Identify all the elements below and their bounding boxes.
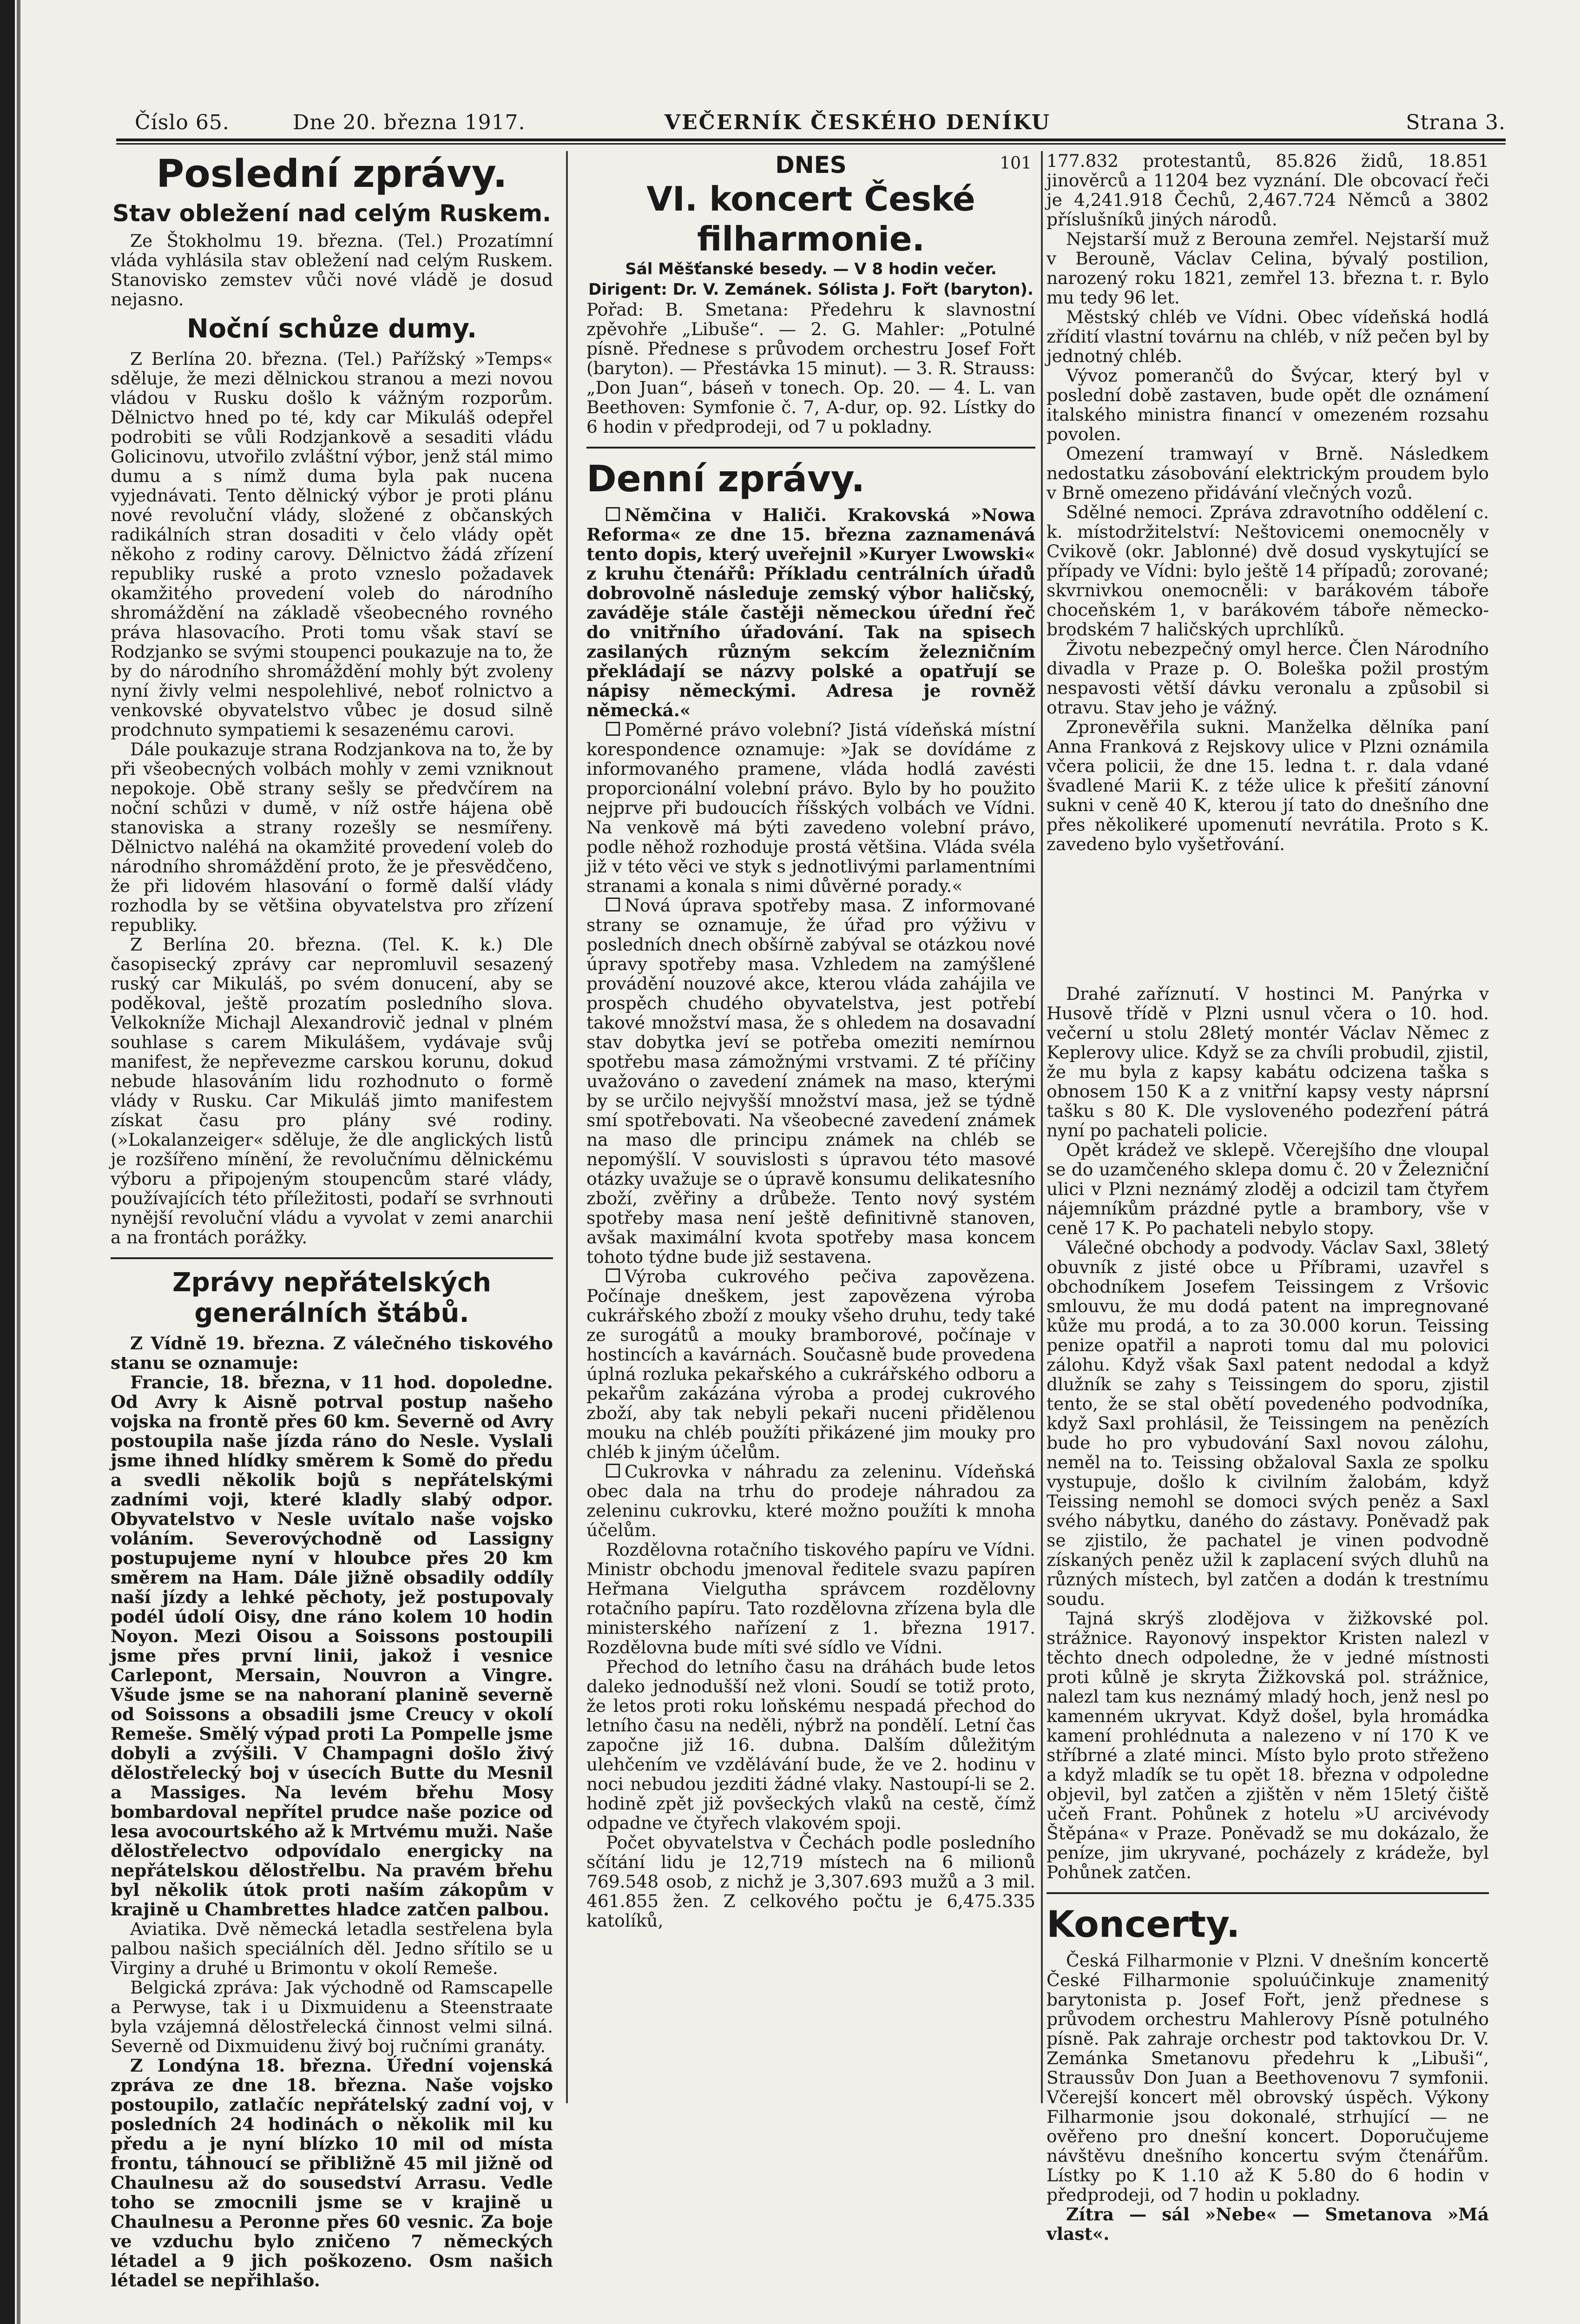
ad-venue: Sál Měšťanské besedy. — V 8 hodin večer. [625, 260, 997, 278]
article-paragraph: Opět krádež ve sklepě. Včerejšího dne vloupal se do uzamčeného sklepa domu č. 20 v Železniční ulici v Plzni neznámý zloděj a odcizil tam čtyřem nájemníkům prázdné pytle a brambory, vše v ceně 17 K. Po pachateli nebylo stopy. [1047, 1140, 1489, 1238]
bullet-box-icon [606, 1464, 620, 1478]
page-number: Strana 3. [1406, 111, 1506, 134]
article-paragraph: Tajná skrýš zlodějova v žižkovské pol. strážnice. Rayonový inspektor Kristen nalezl v těchto dnech odpoledne, že v jedné místnosti proti kůlně je skryta Žižkovská pol. strážnice, nalezl tam kus neznámý mladý hoch, jenž nesl po kamenném ukryvat. Když došel, byla hromádka kamení prohlédnuta a nalezeno v ní 170 K ve stříbrné a zlaté minci. Místo bylo proto střeženo a když mladík se tu opět 18. března v odpoledne objevil, byl zatčen a zjištěn v něm 15letý čiště učeň Frant. Pohůnek z hotelu »U arcivévody Štěpána« v Praze. Poněvadž se mu dokázalo, že peníze, jim ukryvané, pocházely z krádeže, byl Pohůnek zatčen. [1047, 1608, 1489, 1882]
article-paragraph: Přechod do letního času na dráhách bude letos daleko jednodušší než vloni. Soudí se totiž proto, že letos proti roku loňskému nespadá přechod do letního času na neděli, nýbrž na pondělí. Letní čas započne již 16. dubna. Dalším důležitým ulehčením ve vzdělávání bude, že ve 2. hodinu v noci nebudou jezditi žádné vlaky. Nastoupí-li se 2. hodině zpět již povšeckých vlaků na cestě, čímž odpadne ve čtyřech vlakovém spoji. [586, 1657, 1035, 1833]
issue-number: Číslo 65. [135, 111, 230, 134]
article-paragraph: Z Berlína 20. března. (Tel.) Pařížský »Temps« sděluje, že mezi dělnickou stranou a mezi novou vládou v Rusku došlo k vážným rozporům. Dělnictvo hned po té, kdy car Mikuláš odepřel podrobiti se vůli Rodzjankově a sesaditi vládu Golicinovu, utvořilo zvláštní výbor, jenž stál mimo dumu a s nímž duma byla pak nucena vyjednávati. Tento dělnický výbor je proti plánu nové revoluční vlády, složené z občanských radikálních stran dosaditi v čelo vlády opět někoho z rodiny carovy. Dělnictvo žádá zřízení republiky ruské a proto vzneslo požadavek okamžitého provedení voleb do národního shromáždění na základě všeobecného rovného práva hlasovacího. Proti tomu však staví se Rodzjanko se svými stoupenci poukazuje na to, že by do národního shromáždění mohly být zvoleny nyní živly velmi nespolehlivé, neboť rolnictvo a venkovské obyvatelstvo vůbec je dosud silně prodchnuto sympatiemi k sesazenému carovi. [111, 349, 553, 740]
article-paragraph: Zítra — sál »Nebe« — Smetanova »Má vlast«. [1047, 2204, 1489, 2244]
column-rule-2 [1041, 151, 1043, 2103]
article-paragraph: Počet obyvatelstva v Čechách podle posledního sčítání lidu je 12,719 místech na 6 milionů 769.548 osob, z nichž je 3,307.693 mužů a 3 mil. 461.855 žen. Z celkového počtu je 6,475.335 katolíků, [586, 1832, 1035, 1931]
article-paragraph: Z Londýna 18. března. Úřední vojenská zpráva ze dne 18. března. Naše vojsko postoupilo, zatlačíc nepřátelský zadní voj, v posledních 24 hodinách o několik mil ku předu a je nyní blízko 10 mil od místa frontu, táhnoucí se přibližně 45 mil jižně od Chaulnesu až do sousedství Arrasu. Vedle toho se zmocnili jsme se v krajině u Chaulnesu a Peronne přes 60 vesnic. Za boje ve vzduchu bylo zničeno 7 německých létadel a 9 jich poškozeno. Osm našich létadel se nepřihlašo. [111, 2055, 553, 2291]
article-paragraph: Z Berlína 20. března. (Tel. K. k.) Dle časopisecký zprávy car nepromluvil sesazený ruský car Mikuláš, po svém donucení, aby se poděkoval, ještě prozatím posledního slova. Velkokníže Michajl Alexandrovič jednal v plném souhlase s carem Mikulášem, vydávaje svůj manifest, že nepřevezme carskou korunu, dokud nebude hlasováním lidu rozhodnuto o formě vlády v Rusku. Car Mikuláš jimto manifestem získat času pro plány své rodiny. (»Lokalanzeiger« sděluje, že dle anglických listů je rozšířeno mínění, že revolučnímu dělnickému výboru a připojeným stoupencům staré vlády, používajících této příležitosti, podaří se svrhnouti nynější revoluční vládu a vyvolat v zemi anarchii a na frontách porážky. [111, 934, 553, 1248]
article-paragraph: Česká Filharmonie v Plzni. V dnešním koncertě České Filharmonie spoluúčinkuje znamenitý barytonista p. Josef Fořt, jenž přednese s průvodem orchestru Mahlerovy Písně potulného písně. Pak zahraje orchestr pod taktovkou Dr. V. Zemánka Smetanovu předehru k „Libuši“, Straussův Don Juan a Beethovenovu 7 symfonii. Včerejší koncert měl obrovský úspěch. Výkony Filharmonie jsou dokonalé, strhující — ne ověřeno pro dnešní koncert. Doporučujeme návštěvu dnešního koncertu svým čtenářům. Lístky po K 1.10 až K 5.80 do 6 hodin v předprodeji, od 7 hodin u pokladny. [1047, 1950, 1489, 2205]
article-paragraph: Městský chléb ve Vídni. Obec vídeňská hodlá zřídití vlastní továrnu na chléb, v níž pečen byl by jednotný chléb. [1047, 307, 1489, 366]
article-paragraph: Dále poukazuje strana Rodzjankova na to, že by při všeobecných volbách mohly v zemi vzniknout nepokoje. Obě strany sešly se předvčírem na noční schůzi v dumě, v níž ostře hájena obě stanoviska a strany rozešly se nesmířeny. Dělnictvo naléhá na okamžité provedení voleb do národního shromáždění proto, že je přesvědčeno, že při lidovém hlasování o formě další vlády rozhodla by se většina obyvatelstva pro zřízení republiky. [111, 739, 553, 935]
article-paragraph: Poměrné právo volební? Jistá vídeňská místní korespondence oznamuje: »Jak se dovídáme z informovaného pramene, vláda hodlá zavésti proporcionální volební právo. Bylo by ho použito nejprve při budoucích říšských volbách ve Vídni. Na venkově má býti zavedeno volební právo, podle něhož rozhoduje prostá většina. Vláda svéla již v této věci ve styk s jednotlivými parlamentními stranami a konala s nimi důvěrné porady.« [586, 720, 1035, 896]
article-paragraph: Zpronevěřila sukni. Manželka dělníka paní Anna Franková z Rejskovy ulice v Plzni oznámila včera policii, že dne 15. ledna t. r. dala vdané švadlené Marii K. z téže ulice k přešití zánovní sukni v ceně 40 K, kterou jí tato do dnešního dne přes několikeré upomenutí nevrátila. Proto s K. zavedeno bylo vyšetřování. [1047, 717, 1489, 854]
article-paragraph: Omezení tramwayí v Brně. Následkem nedostatku zásobování elektrickým proudem bylo v Brně omezeno přidávání vlečných vozů. [1047, 443, 1489, 503]
article-paragraph: Sdělné nemoci. Zpráva zdravotního oddělení c. k. místodržitelství: Neštovicemi onemocněly v Cvikově (okr. Jablonné) dvě dosud vyskytující se případy ve Vídni: bylo ještě 14 případů; zorované; skvrnivkou onemocněli: v barákovém táboře choceňském 1, v barákovém táboře německo-brodském 7 haličských uprchlíků. [1047, 502, 1489, 640]
article-paragraph: Ze Štokholmu 19. března. (Tel.) Prozatímní vláda vyhlásila stav obležení nad celým Ruskem. Stanovisko zemstev vůči nové vládě je dosud nejasno. [111, 231, 553, 310]
section-divider [1047, 1892, 1489, 1894]
article-paragraph: Rozdělovna rotačního tiskového papíru ve Vídni. Ministr obchodu jmenoval ředitele svazu papíren Heřmana Vielgutha správcem rozdělovny rotačního papíru. Tato rozdělovna zřízena byla dle ministerského nařízení z 1. března 1917. Rozdělovna bude míti své sídlo ve Vídni. [586, 1539, 1035, 1657]
article-paragraph: Válečné obchody a podvody. Václav Saxl, 38letý obuvník z jisté obce u Příbrami, uzavřel s obchodníkem Josefem Teissingem z Vršovic smlouvu, že mu dodá patent na impregnované kůže mu prodá, a to za 30.000 korun. Teissing penize opatřil a naproti tomu dal mu polovici zálohu. Když však Saxl patent nedodal a když dlužník se zahy s Teissingem do sporu, zjistil tento, že se stal obětí povedeného podvodníka, když Saxl prohlásil, že Teissingem na penězích bude ho pro vybudování Saxl novou zálohu, neměl na to. Teissing obžaloval Saxla ze spolku vystupuje, došlo k civilním žalobám, když Teissing nemohl se domoci svých peněz a Saxl svého nábytku, daného do zástavy. Poněvadž pak se zjistilo, že pachatel je vinen podvodně získaných peněz užil k zaplacení svých dluhů na různých místech, byl zatčen a dodán k trestnímu soudu. [1047, 1237, 1489, 1609]
binding-shadow [17, 0, 20, 2324]
ad-performers: Dirigent: Dr. V. Zemánek. Sólista J. Fořt (baryton). [588, 280, 1034, 299]
article-headline-russia: Stav obležení nad celým Ruskem. [112, 200, 552, 227]
ad-today: DNES [775, 152, 847, 178]
header-rule [116, 139, 1506, 141]
article-paragraph: Z Vídně 19. března. Z válečného tiskového stanu se oznamuje: [111, 1333, 553, 1373]
section-title-concerts: Koncerty. [1047, 1904, 1240, 1946]
header-rule-thin [116, 143, 1506, 145]
article-paragraph: Výroba cukrového pečiva zapovězena. Počínaje dneškem, jest zapovězena výroba cukrářského zboží z mouky všeho druhu, tedy také ze surogátů a mouky bramborové, počínaje v hostincích a kavárnách. Současně bude provedena úplná rozluka pekařského a cukrářského odboru a pekařům zakázána výroba a prodej cukrového zboží, aby tak nebyli pekaři nuceni přidělenou mouku na chléb použíti přikázené jim mouky pro chléb k jiným účelům. [586, 1266, 1035, 1462]
blank-space [1047, 854, 1489, 984]
article-paragraph: Němčina v Haliči. Krakovská »Nowa Reforma« ze dne 15. března zaznamenává tento dopis, který uveřejnil »Kuryer Lwowski« z kruhu čtenářů: Příkladu centrálních úřadů dobrovolně následuje zemský výbor haličský, zaváděje stále častěji německou úřední řeč do vnitřního úřadování. Tak na spisech zasilaných různým sekcím železničním překládají se názvy polské a opatřují se nápisy německými. Adresa je rovněž německá.« [586, 505, 1035, 720]
column-3 [1047, 151, 1489, 2244]
article-paragraph: Životu nebezpečný omyl herce. Člen Národního divadla v Praze p. O. Boleška požil prostým nespavosti větší dávku veronalu a způsobil si otravu. Stav jeho je vážný. [1047, 639, 1489, 718]
article-paragraph: Drahé zaříznutí. V hostinci M. Panýrka v Husově třídě v Plzni usnul včera o 10. hod. večerní u stolu 28letý montér Václav Němec z Keplerovy ulice. Když se za chvíli probudil, zjistil, že mu byla z kapsy kabátu odcizena taška s obnosem 150 K a z vnitřní kapsy vesty náprsní tašku s 80 K. Dle vysloveného podezření pátrá nyní po pachateli policie. [1047, 984, 1489, 1141]
ad-title: VI. koncert České filharmonie. [646, 179, 975, 258]
article-paragraph: Nejstarší muž z Berouna zemřel. Nejstarší muž v Berouně, Václav Celina, bývalý postilion, narozený roku 1821, zemřel 13. března t. r. Bylo mu tedy 96 let. [1047, 229, 1489, 308]
ad-program: Pořad: B. Smetana: Předehru k slavnostní zpěvohře „Libuše“. — 2. G. Mahler: „Potulné písně. Přednese s průvodem orchestru Josef Fořt (baryton). — Přestávka 15 minut). — 3. R. Strauss: „Don Juan“, báseň v tonech. Op. 20. — 4. L. van Beethoven: Symfonie č. 7, A-dur, op. 92. Lístky do 6 hodin v předprodeji, od 7 u pokladny. [586, 299, 1035, 437]
section-title-enemy-reports: Zprávy nepřátelských generálních štábů. [172, 1268, 492, 1328]
bullet-box-icon [606, 507, 620, 521]
concert-advertisement [586, 151, 1035, 436]
article-paragraph: Aviatika. Dvě německá letadla sestřelena byla palbou našich speciálních děl. Jedno sřítilo se u Virginy a druhé u Brimontu v okolí Remeše. [111, 1919, 553, 1978]
masthead: VEČERNÍK ČESKÉHO DENÍKU [665, 111, 1051, 134]
bullet-box-icon [606, 898, 620, 911]
section-title-latest-news: Poslední zprávy. [156, 152, 507, 196]
article-paragraph: 177.832 protestantů, 85.826 židů, 18.851 jinověrců a 11204 bez vyznání. Dle obcovací řeči je 4,241.918 Čechů, 2,467.724 Němců a 3802 příslušníků jiných národů. [1047, 151, 1489, 230]
bullet-box-icon [606, 1268, 620, 1282]
article-paragraph: Nová úprava spotřeby masa. Z informované strany se oznamuje, že úřad pro výživu v posledních dnech obšírně zabýval se otázkou nové úpravy spotřeby masa. Vzhledem na zamýšlené provádění nouzové akce, kterou vláda zahájila ve prospěch chudého obyvatelstva, jest potřebí takové množství masa, že s ohledem na dosavadní stav dobytka jeví se potřeba omeziti nemírnou spotřebu masa zámožnými vrstvami. Z té příčiny uvažováno o zavedení známek na maso, kterými by se určilo nejvyšší množství masa, jež se týdně smí spotřebovati. Na všeobecné zavedení známek na maso dle principu známek na chléb se nepomýšlí. V souvislosti s úpravou této masové otázky uvažuje se o úpravě konsumu delikatesního zboží, zvěřiny a drůbeže. Tento nový systém spotřeby masa není ještě definitivně stanoven, avšak maximální kvota spotřeby masa koncem tohoto týdne bude již sestavena. [586, 895, 1035, 1267]
article-paragraph: Cukrovka v náhradu za zeleninu. Vídeňská obec dala na trhu do prodeje náhradou za zeleninu cukrovku, které možno použíti k mnoha účelům. [586, 1461, 1035, 1540]
column-2 [586, 151, 1035, 2103]
binding-edge [0, 0, 15, 2324]
column-rule-1 [566, 151, 568, 2103]
section-divider [111, 1257, 553, 1259]
bullet-box-icon [606, 722, 620, 736]
ad-number: 101 [1000, 154, 1032, 173]
article-paragraph: Belgická zpráva: Jak východně od Ramscapelle a Perwyse, tak i u Dixmuidenu a Steenstraate byla vzájemná dělostřelecká činnost velmi silná. Severně od Dixmuidenu živý boj ručními granáty. [111, 1977, 553, 2056]
section-title-daily-news: Denní zprávy. [586, 458, 865, 500]
section-divider [586, 447, 1035, 449]
article-paragraph: Francie, 18. března, v 11 hod. dopoledne. Od Avry k Aisně potrval postup našeho vojska na frontě přes 60 km. Severně od Avry postoupila naše jízda ráno do Nesle. Vyslali jsme ihned hlídky směrem k Somě do předu a svedli několik bojů s nepřátelskými zadními voji, které kladly slabý odpor. Obyvatelstvo v Nesle uvítalo naše vojsko voláním. Severovýchodně od Lassigny postupujeme nyní v hloubce přes 20 km směrem na Ham. Dále jižně obsadily oddíly naší jízdy a lehké pěchoty, jež postupovaly podél údolí Oisy, dne ráno kolem 10 hodin Noyon. Mezi Oisou a Soissons postoupili jsme přes první linii, jakož i vesnice Carlepont, Mersain, Nouvron a Vingre. Všude jsme se na nahoraní planině severně od Soissons a obsadili jsme Creucy v okolí Remeše. Smělý výpad proti La Pompelle jsme dobyli a zvýšili. V Champagni došlo živý dělostřelecký boj v úsecích Butte du Mesnil a Massiges. Na levém břehu Mosy bombardoval nepřítel prudce naše pozice od lesa avocourtského až k Mrtvému muži. Naše dělostřelectvo odpovídalo energicky na nepřátelskou dělostřelbu. Na pravém břehu byl několik útok proti naším zákopům v krajině u Chambrettes hladce zatčen palbou. [111, 1372, 553, 1920]
column-1 [111, 151, 553, 2291]
article-paragraph: Vývoz pomerančů do Švýcar, který byl v poslední době zastaven, bude opět dle oznámení italského ministra financí v omezeném rozsahu povolen. [1047, 365, 1489, 444]
article-headline-duma: Noční schůze dumy. [186, 314, 477, 344]
issue-date: Dne 20. března 1917. [293, 111, 526, 134]
